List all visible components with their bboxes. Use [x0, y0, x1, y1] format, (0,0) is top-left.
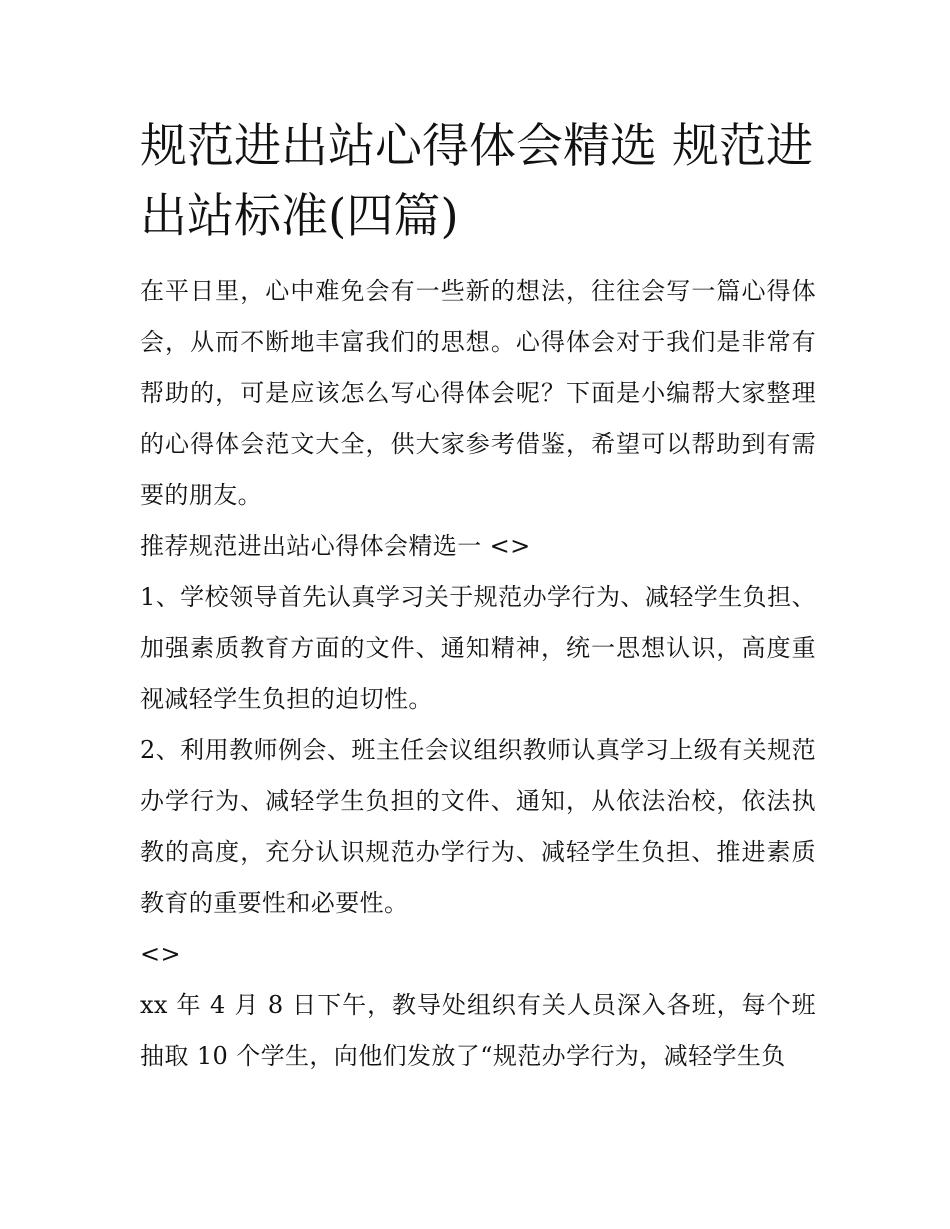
list-item-2: 2、利用教师例会、班主任会议组织教师认真学习上级有关规范办学行为、减轻学生负担的文件、通知，从依法治校，依法执教的高度，充分认识规范办学行为、减轻学生负担、推进素质教育的重要性和必要性。 [140, 736, 816, 917]
body-paragraph: xx 年 4 月 8 日下午，教导处组织有关人员深入各班，每个班抽取 10 个学生，向他们发放了“规范办学行为，减轻学生负 [140, 991, 816, 1070]
list-item-1: 1、学校领导首先认真学习关于规范办学行为、减轻学生负担、加强素质教育方面的文件、通知精神，统一思想认识，高度重视减轻学生负担的迫切性。 [140, 583, 816, 713]
intro-paragraph: 在平日里，心中难免会有一些新的想法，往往会写一篇心得体会，从而不断地丰富我们的思想。心得体会对于我们是非常有帮助的，可是应该怎么写心得体会呢？下面是小编帮大家整理的心得体会范文大全，供大家参考借鉴，希望可以帮助到有需要的朋友。 [140, 277, 816, 509]
separator-marker: <> [140, 940, 182, 968]
document-body [140, 112, 816, 1082]
section-heading: 推荐规范进出站心得体会精选一 <> [140, 532, 531, 560]
document-title: 规范进出站心得体会精选 规范进出站标准(四篇) [140, 119, 813, 244]
